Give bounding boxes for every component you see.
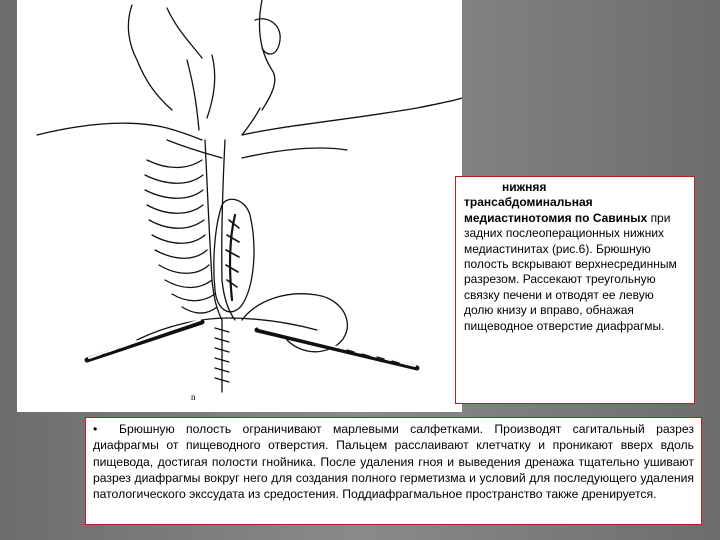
right-shoulder bbox=[242, 98, 462, 135]
side-heading-line-2: трансабдоминальная медиастинотомия по Савиных bbox=[464, 195, 651, 225]
right-drain bbox=[257, 328, 417, 368]
left-shoulder bbox=[37, 123, 202, 140]
bullet-marker: • bbox=[93, 422, 98, 436]
side-text-box bbox=[455, 176, 695, 404]
figure-marker: n bbox=[191, 392, 196, 402]
bottom-body-text: Брюшную полость ограничивают марлевыми салфетками. Производят сагитальный разрез диафрагмы от пищеводного отверстия. Пальцем расслаивают клетчатку и проникают вверх вдоль пищевода, достигая полости гнойника. После удаления гноя и выведения дренажа тщательно ушивают разрез диафрагмы вокруг него для создания полного герметизма и условий для последующего удаления патологического экссудата из средостения. Поддиафрагмальное пространство также дренируется. bbox=[93, 422, 694, 502]
face-contour bbox=[128, 5, 172, 110]
anatomical-illustration bbox=[17, 0, 462, 412]
mediastinotomy-drawing bbox=[17, 0, 462, 412]
liver-edge bbox=[242, 294, 347, 352]
bottom-text-box bbox=[85, 417, 702, 525]
side-body-text: при задних послеоперационных нижних медиастинитах (рис.6). Брюшную полость вскрывают верхнесрединным разрезом. Рассекают треугольную связку печени и отводят ее левую долю книзу и вправо, обнажая пищеводное отверстие диафрагмы. bbox=[464, 210, 677, 333]
left-drain bbox=[87, 320, 202, 360]
trachea-rings bbox=[145, 160, 217, 313]
esophagus-left bbox=[205, 140, 222, 320]
side-heading-line-1: нижняя bbox=[502, 180, 547, 194]
